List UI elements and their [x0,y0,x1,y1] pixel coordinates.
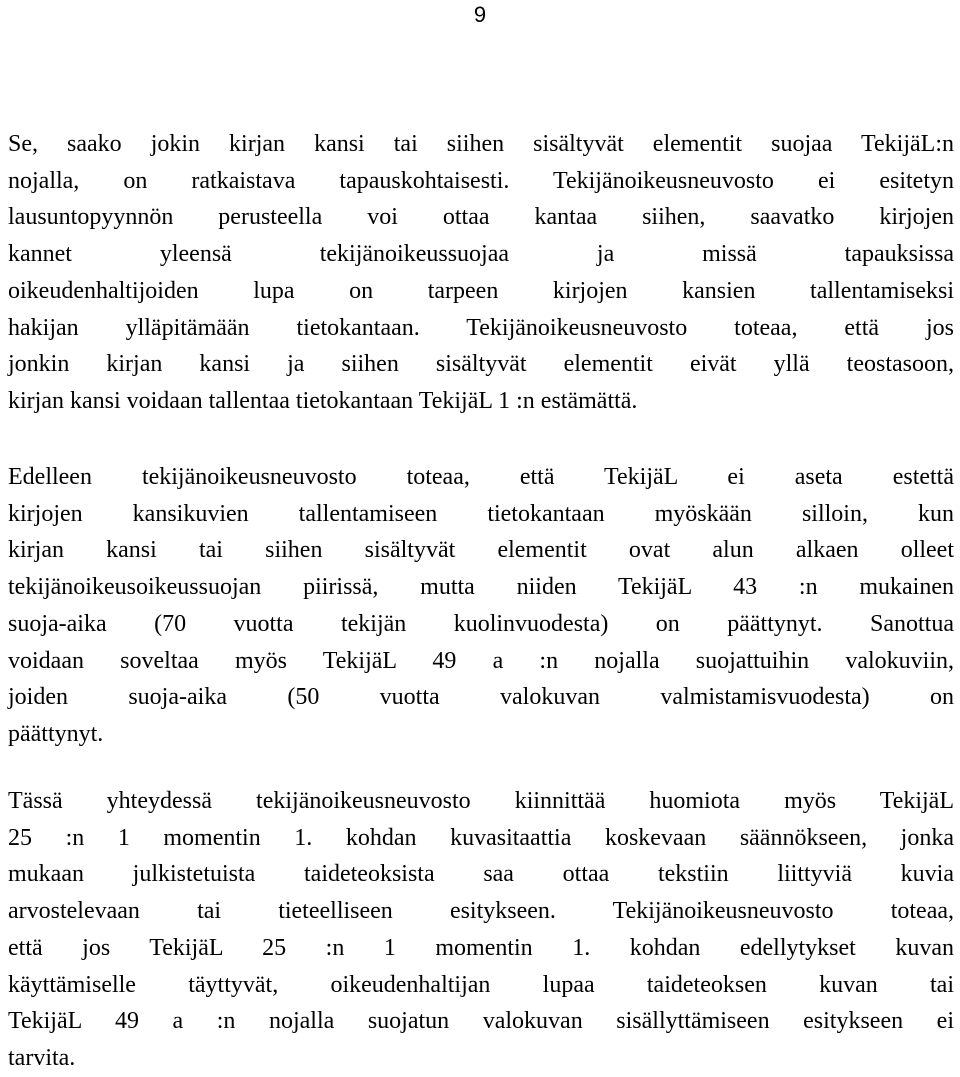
text-line: että jos TekijäL 25 :n 1 momentin 1. kohdan edellytykset kuvan [8,934,954,961]
text-line: nojalla, on ratkaistava tapauskohtaisesti. Tekijänoikeusneuvosto ei esitetyn [8,167,954,194]
text-line: käyttämiselle täyttyvät, oikeudenhaltijan lupaa taideteoksen kuvan tai [8,971,954,998]
text-line: oikeudenhaltijoiden lupa on tarpeen kirjojen kansien tallentamiseksi [8,277,954,304]
text-line: tekijänoikeusoikeussuojan piirissä, mutta niiden TekijäL 43 :n mukainen [8,574,954,601]
text-line: jonkin kirjan kansi ja siihen sisältyvät elementit eivät yllä teostasoon, [8,351,954,378]
page-number: 9 [473,2,487,27]
text-line: suoja-aika (70 vuotta tekijän kuolinvuodesta) on päättynyt. Sanottua [8,610,954,637]
text-line: päättynyt. [8,720,104,747]
paragraph-2 [8,459,954,753]
text-line: Se, saako jokin kirjan kansi tai siihen sisältyvät elementit suojaa TekijäL:n [8,131,954,157]
text-line: lausuntopyynnön perusteella voi ottaa kantaa siihen, saavatko kirjojen [8,204,954,231]
text-line: hakijan ylläpitämään tietokantaan. Tekijänoikeusneuvosto toteaa, että jos [8,314,954,341]
text-line: Edelleen tekijänoikeusneuvosto toteaa, että TekijäL ei aseta estettä [8,464,954,490]
text-line: voidaan soveltaa myös TekijäL 49 a :n nojalla suojattuihin valokuviin, [8,647,954,674]
text-line: arvostelevaan tai tieteelliseen esitykseen. Tekijänoikeusneuvosto toteaa, [8,898,954,925]
text-line: joiden suoja-aika (50 vuotta valokuvan valmistamisvuodesta) on [8,684,954,711]
text-line: kirjan kansi voidaan tallentaa tietokantaan TekijäL 1 :n estämättä. [8,387,638,414]
text-line: TekijäL 49 a :n nojalla suojatun valokuvan sisällyttämiseen esitykseen ei [8,1008,954,1035]
text-line: 25 :n 1 momentin 1. kohdan kuvasitaattia koskevaan säännökseen, jonka [8,824,954,851]
text-line: Tässä yhteydessä tekijänoikeusneuvosto kiinnittää huomiota myös TekijäL [8,788,954,814]
text-line: kannet yleensä tekijänoikeussuojaa ja missä tapauksissa [8,241,954,268]
text-line: kirjan kansi tai siihen sisältyvät elementit ovat alun alkaen olleet [8,537,954,564]
paragraph-1 [8,126,954,420]
text-line: kirjojen kansikuvien tallentamiseen tietokantaan myöskään silloin, kun [8,500,954,527]
paragraph-3 [8,783,954,1077]
text-line: mukaan julkistetuista taideteoksista saa ottaa tekstiin liittyviä kuvia [8,861,954,888]
text-line: tarvita. [8,1044,76,1071]
